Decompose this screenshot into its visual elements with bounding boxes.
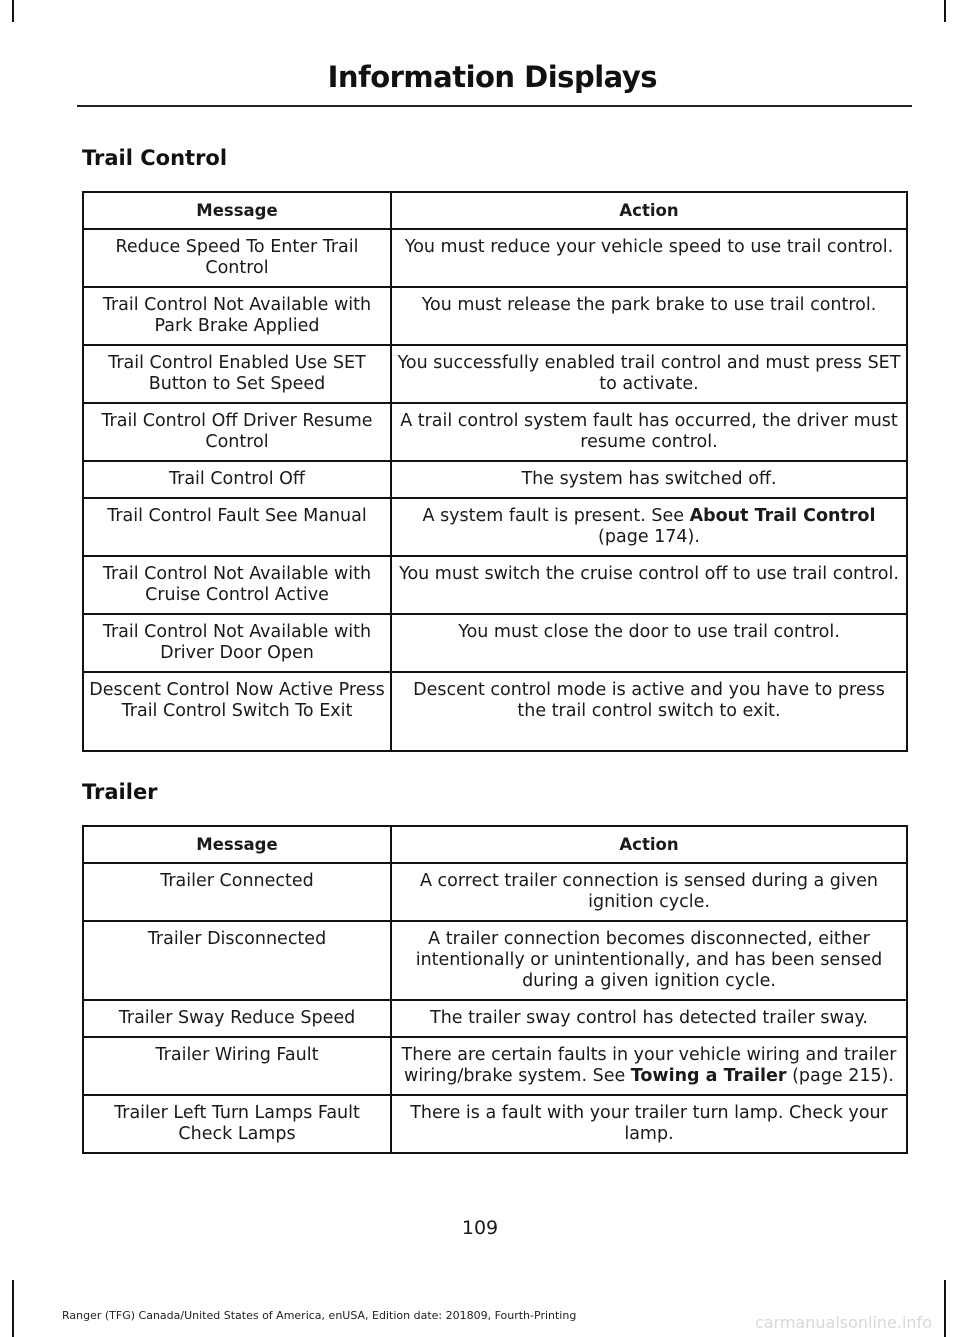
table-row bbox=[83, 614, 907, 672]
message-cell: Trailer Connected bbox=[83, 863, 391, 921]
watermark: carmanualsonline.info bbox=[754, 1313, 932, 1332]
table-row bbox=[83, 921, 907, 1000]
table-header-row bbox=[83, 826, 907, 863]
message-cell: Trail Control Off bbox=[83, 461, 391, 498]
message-cell: Trail Control Not Available with Cruise Control Active bbox=[83, 556, 391, 614]
table-row bbox=[83, 1000, 907, 1037]
action-text: A system fault is present. See bbox=[422, 506, 690, 526]
table-row bbox=[83, 287, 907, 345]
action-cell: A trail control system fault has occurred, the driver must resume control. bbox=[391, 403, 907, 461]
edition-footer: Ranger (TFG) Canada/United States of America, enUSA, Edition date: 201809, Fourth-Printing bbox=[62, 1309, 577, 1322]
message-cell: Trail Control Off Driver Resume Control bbox=[83, 403, 391, 461]
message-cell: Trailer Sway Reduce Speed bbox=[83, 1000, 391, 1037]
section-heading-trailer: Trailer bbox=[82, 780, 158, 804]
message-cell: Trailer Wiring Fault bbox=[83, 1037, 391, 1095]
table-row bbox=[83, 498, 907, 556]
action-text: There are certain faults in your vehicle wiring and trailer wiring/brake system. See bbox=[401, 1045, 897, 1086]
table-row bbox=[83, 1095, 907, 1153]
action-cell: The system has switched off. bbox=[391, 461, 907, 498]
page-reference: (page 174). bbox=[598, 527, 700, 547]
crop-mark-bottom-right bbox=[944, 1280, 946, 1337]
table-row bbox=[83, 229, 907, 287]
crop-mark-bottom-left bbox=[12, 1280, 14, 1337]
cross-reference-link[interactable]: Towing a Trailer bbox=[630, 1066, 787, 1086]
table-row bbox=[83, 863, 907, 921]
message-cell: Reduce Speed To Enter Trail Control bbox=[83, 229, 391, 287]
table-row bbox=[83, 672, 907, 751]
section-heading-trail-control: Trail Control bbox=[82, 146, 228, 170]
cross-reference-link[interactable]: About Trail Control bbox=[689, 506, 876, 526]
action-cell bbox=[391, 498, 907, 556]
message-cell: Trailer Disconnected bbox=[83, 921, 391, 1000]
message-cell: Trail Control Fault See Manual bbox=[83, 498, 391, 556]
header-rule bbox=[77, 105, 912, 107]
action-cell: You successfully enabled trail control and must press SET to activate. bbox=[391, 345, 907, 403]
crop-mark-top-left bbox=[12, 0, 14, 22]
table-header-row bbox=[83, 192, 907, 229]
action-cell: Descent control mode is active and you have to press the trail control switch to exit. bbox=[391, 672, 907, 751]
table-row bbox=[83, 1037, 907, 1095]
page-header-title: Information Displays bbox=[327, 60, 657, 94]
message-cell: Descent Control Now Active Press Trail Control Switch To Exit bbox=[83, 672, 391, 751]
action-cell: You must reduce your vehicle speed to use trail control. bbox=[391, 229, 907, 287]
table-row bbox=[83, 461, 907, 498]
message-cell: Trail Control Not Available with Driver Door Open bbox=[83, 614, 391, 672]
table-row bbox=[83, 403, 907, 461]
trail-control-table bbox=[82, 191, 908, 752]
action-cell: There is a fault with your trailer turn lamp. Check your lamp. bbox=[391, 1095, 907, 1153]
message-cell: Trail Control Enabled Use SET Button to Set Speed bbox=[83, 345, 391, 403]
page-reference: (page 215). bbox=[786, 1066, 894, 1086]
action-cell: You must switch the cruise control off to use trail control. bbox=[391, 556, 907, 614]
message-cell: Trailer Left Turn Lamps Fault Check Lamps bbox=[83, 1095, 391, 1153]
action-cell: You must close the door to use trail control. bbox=[391, 614, 907, 672]
column-header-action: Action bbox=[391, 826, 907, 863]
trailer-table bbox=[82, 825, 908, 1154]
crop-mark-top-right bbox=[944, 0, 946, 22]
page-number: 109 bbox=[461, 1217, 499, 1239]
table-row bbox=[83, 345, 907, 403]
column-header-message: Message bbox=[83, 826, 391, 863]
table-row bbox=[83, 556, 907, 614]
action-cell: A trailer connection becomes disconnected, either intentionally or unintentionally, and has been sensed during a given ignition cycle. bbox=[391, 921, 907, 1000]
action-cell: You must release the park brake to use trail control. bbox=[391, 287, 907, 345]
column-header-action: Action bbox=[391, 192, 907, 229]
action-cell: A correct trailer connection is sensed during a given ignition cycle. bbox=[391, 863, 907, 921]
action-cell: The trailer sway control has detected trailer sway. bbox=[391, 1000, 907, 1037]
message-cell: Trail Control Not Available with Park Brake Applied bbox=[83, 287, 391, 345]
column-header-message: Message bbox=[83, 192, 391, 229]
action-cell bbox=[391, 1037, 907, 1095]
